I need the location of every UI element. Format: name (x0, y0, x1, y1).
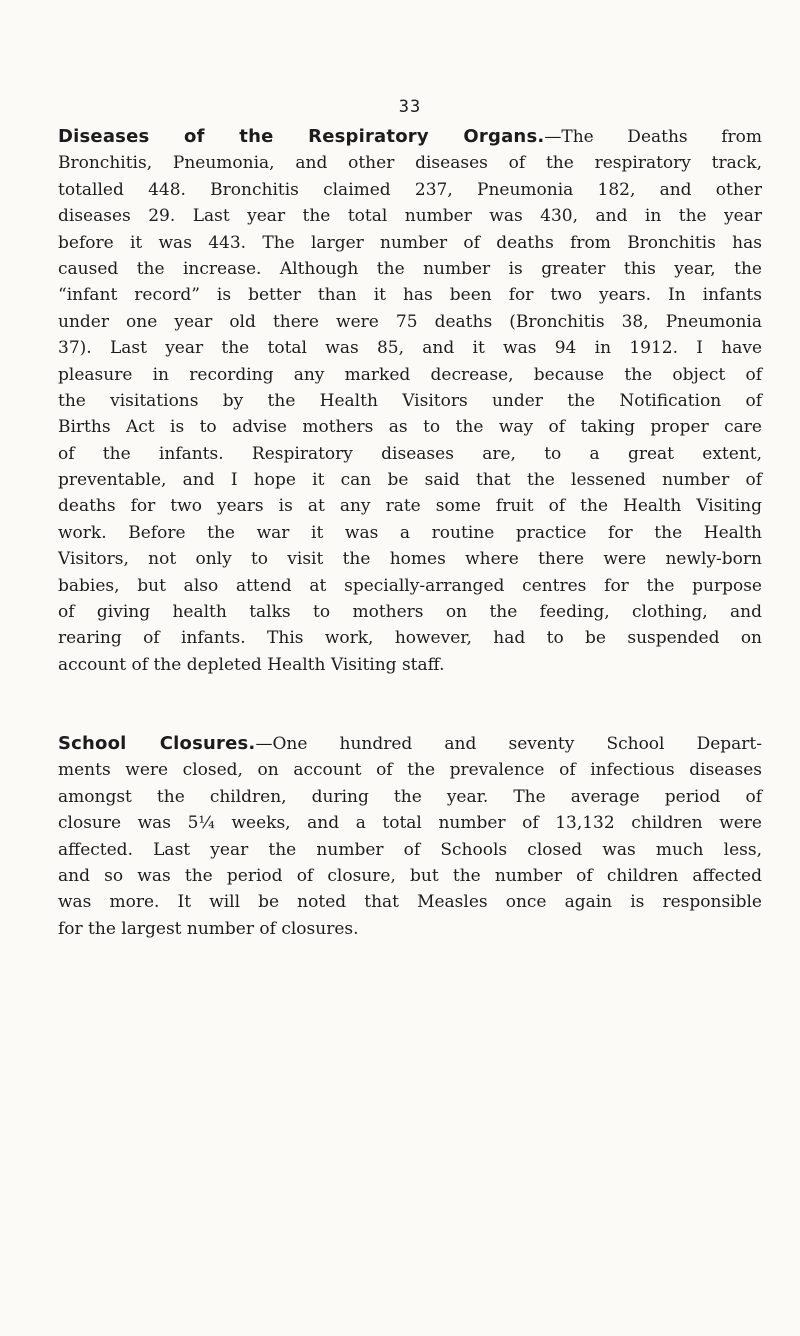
paragraph-line (58, 124, 762, 150)
paragraph-line: and so was the period of closure, but the number of children affected (58, 865, 762, 886)
section-respiratory-diseases (58, 124, 762, 678)
paragraph-line: caused the increase. Although the number is greater this year, the (58, 258, 762, 279)
paragraph-line: 37). Last year the total was 85, and it was 94 in 1912. I have (58, 338, 762, 359)
paragraph-line: Visitors, not only to visit the homes where there were newly-born (58, 549, 762, 570)
section-school-closures (58, 731, 762, 942)
paragraph-line: preventable, and I hope it can be said that the lessened number of (58, 470, 762, 491)
paragraph-line: diseases 29. Last year the total number was 430, and in the year (58, 206, 762, 227)
section-heading: Diseases of the Respiratory Organs. (58, 126, 545, 147)
paragraph-line: affected. Last year the number of Schools closed was much less, (58, 839, 762, 860)
paragraph-line: ments were closed, on account of the prevalence of infectious diseases (58, 760, 762, 781)
paragraph-text: —One hundred and seventy School Depart- (255, 734, 763, 754)
paragraph-line: was more. It will be noted that Measles once again is responsible (58, 892, 762, 913)
paragraph-line: deaths for two years is at any rate some fruit of the Health Visiting (58, 496, 762, 517)
paragraph-line: babies, but also attend at specially-arranged centres for the purpose (58, 575, 762, 596)
section-heading: School Closures. (58, 733, 256, 754)
paragraph-line: under one year old there were 75 deaths (Bronchitis 38, Pneumonia (58, 311, 762, 332)
paragraph-line: before it was 443. The larger number of deaths from Bronchitis has (58, 232, 762, 253)
paragraph-line: pleasure in recording any marked decrease, because the object of (58, 364, 762, 385)
paragraph-line: Births Act is to advise mothers as to the way of taking proper care (58, 417, 762, 438)
paragraph-text: —The Deaths from (544, 127, 762, 147)
paragraph-line: of the infants. Respiratory diseases are, to a great extent, (58, 443, 762, 464)
page-number: 33 (398, 97, 422, 117)
paragraph-line: closure was 5¼ weeks, and a total number of 13,132 children were (58, 813, 762, 834)
paragraph-line: amongst the children, during the year. The average period of (58, 786, 762, 807)
paragraph-line: “infant record” is better than it has been for two years. In infants (58, 285, 762, 306)
paragraph-line: the visitations by the Health Visitors under the Notification of (58, 390, 762, 411)
paragraph-line: for the largest number of closures. (58, 918, 359, 939)
paragraph-line (58, 731, 762, 757)
paragraph-line: of giving health talks to mothers on the feeding, clothing, and (58, 602, 762, 623)
paragraph-line: totalled 448. Bronchitis claimed 237, Pneumonia 182, and other (58, 179, 762, 200)
paragraph-line: work. Before the war it was a routine practice for the Health (58, 522, 762, 543)
paragraph-line: rearing of infants. This work, however, had to be suspended on (58, 628, 762, 649)
paragraph-line: account of the depleted Health Visiting staff. (58, 654, 445, 675)
paragraph-line: Bronchitis, Pneumonia, and other diseases of the respiratory track, (58, 153, 762, 174)
